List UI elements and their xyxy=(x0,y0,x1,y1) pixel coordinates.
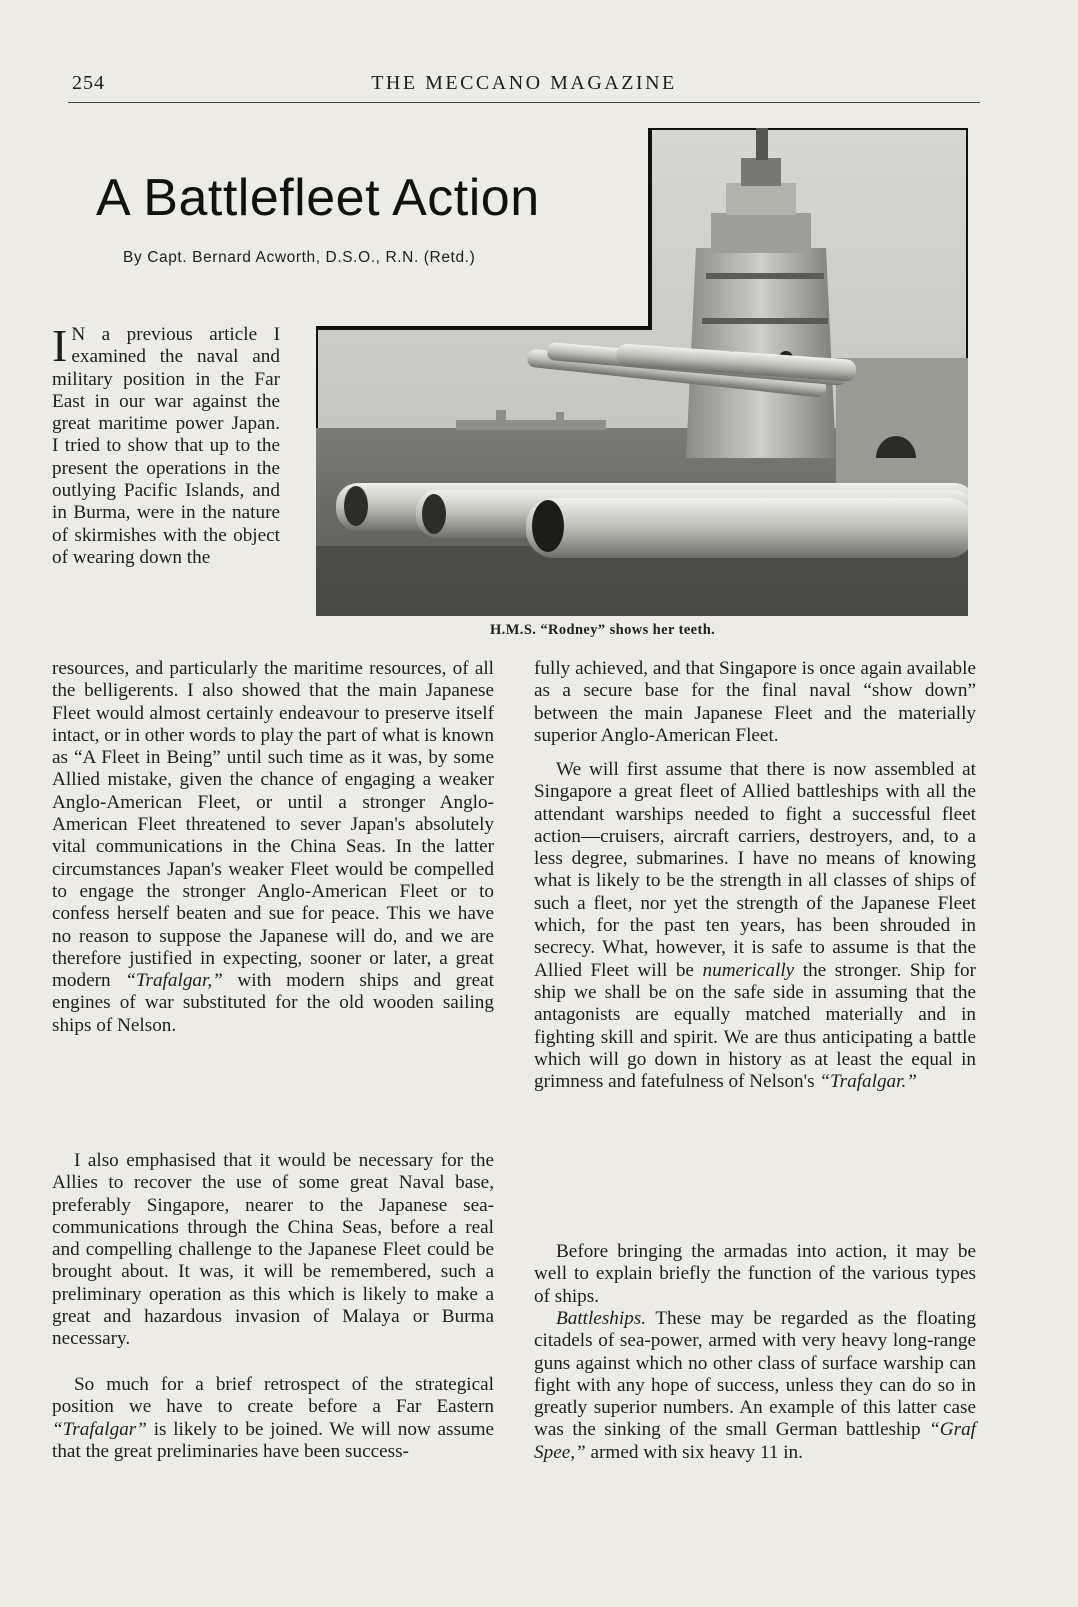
distant-ships xyxy=(456,420,606,430)
paragraph-text: N a previous article I examined the naval and military position in the Far East in our war against the great maritime power Japan. I tried to show that up to the present the operations in the outlying Pacific Islands, and in Burma, were in the nature of skirmishes with the object of wearing down the xyxy=(52,324,280,568)
running-header xyxy=(68,72,980,102)
article-byline: By Capt. Bernard Acworth, D.S.O., R.N. (Retd.) xyxy=(123,249,476,266)
italic-numerically: numerically xyxy=(702,959,795,981)
page-number: 254 xyxy=(72,72,105,94)
article-paragraph xyxy=(534,759,976,1093)
italic-graf-spee: “Graf Spee,” xyxy=(534,1419,977,1463)
paragraph-text: with modern ships and great engines of war substituted for the old wooden sailing ships of Nelson. xyxy=(52,970,494,1036)
article-paragraph: Before bringing the armadas into action, it may be well to explain briefly the function of the various types of ships. xyxy=(534,1241,976,1307)
paragraph-text: armed with six heavy 11 in. xyxy=(590,1441,803,1463)
header-rule xyxy=(68,102,980,103)
paragraph-text: These may be regarded as the floating citadels of sea-power, armed with very heavy long-range guns against which no other class of surface warship can fight with any hope of success, unless they can do so in greatly superior numbers. An example of this latter case was the sinking of the small German battleship xyxy=(534,1308,976,1441)
article-paragraph xyxy=(52,320,280,569)
ship-hull xyxy=(836,358,968,498)
article-paragraph: fully achieved, and that Singapore is once again available as a secure base for the final naval “show down” between the main Japanese Fleet and the materially superior Anglo-American Fleet. xyxy=(534,658,976,746)
photo-caption: H.M.S. “Rodney” shows her teeth. xyxy=(490,622,716,638)
italic-battleships: Battleships. xyxy=(556,1308,647,1329)
battleship-photo xyxy=(316,128,968,616)
article-paragraph xyxy=(52,1374,494,1463)
paragraph-text: resources, and particularly the maritime resources, of all the belligerents. I also showed that the main Japanese Fleet would almost certainly endeavour to preserve itself intact, or in other words to play the part of what is known as “A Fleet in Being” until such time as it was, by some Allied mistake, given the chance of engaging a weaker Anglo-American Fleet, or until a stronger Anglo-American Fleet threatened to sever Japan's absolutely vital communications in the China Seas. In the latter circumstances Japan's weaker Fleet would be compelled to engage the stronger Anglo-American Fleet or to confess herself beaten and sue for peace. This we have no reason to suppose the Japanese will do, and we are therefore justified in expecting, sooner or later, a great modern xyxy=(52,658,494,992)
italic-trafalgar: “Trafalgar.” xyxy=(819,1071,917,1093)
italic-trafalgar: “Trafalgar” xyxy=(52,1418,147,1440)
paragraph-text: We will first assume that there is now assembled at Singapore a great fleet of Allied battleships with all the attendant warships needed to fight a successful fleet action—cruisers, aircraft carriers, destroyers, and, to a less degree, submarines. I have no means of knowing what is likely to be the strength in all classes of ships of such a fleet, nor yet the strength of the Japanese Fleet which, for the past ten years, has been shrouded in secrecy. What, however, it is safe to assume is that the Allied Fleet will be xyxy=(534,759,976,981)
article-paragraph xyxy=(52,658,494,1037)
article-paragraph xyxy=(534,1308,976,1464)
magazine-title: THE MECCANO MAGAZINE xyxy=(371,72,677,94)
paragraph-text: is likely to be joined. We will now assume that the great preliminaries have been success- xyxy=(52,1418,495,1462)
paragraph-text: So much for a brief retrospect of the strategical position we have to create before a Far Eastern xyxy=(52,1374,494,1418)
paragraph-text: the stronger. Ship for ship we shall be on the safe side in assuming that the antagonists are equally matched materially and in fighting skill and spirit. We are thus anticipating a battle which will go down in history as at least the equal in grimness and fatefulness of Nelson's xyxy=(534,959,977,1093)
drop-cap: I xyxy=(52,320,68,371)
article-title: A Battlefleet Action xyxy=(96,169,540,227)
article-paragraph: I also emphasised that it would be necessary for the Allies to recover the use of some great Naval base, preferably Singapore, nearer to the Japanese sea-communications through the China Seas, before a real and compelling challenge to the Japanese Fleet could be brought about. It was, it will be remembered, such a preliminary operation as this which is likely to make a great and hazardous invasion of Malaya or Burma necessary. xyxy=(52,1150,494,1350)
italic-trafalgar: “Trafalgar,” xyxy=(125,970,223,992)
